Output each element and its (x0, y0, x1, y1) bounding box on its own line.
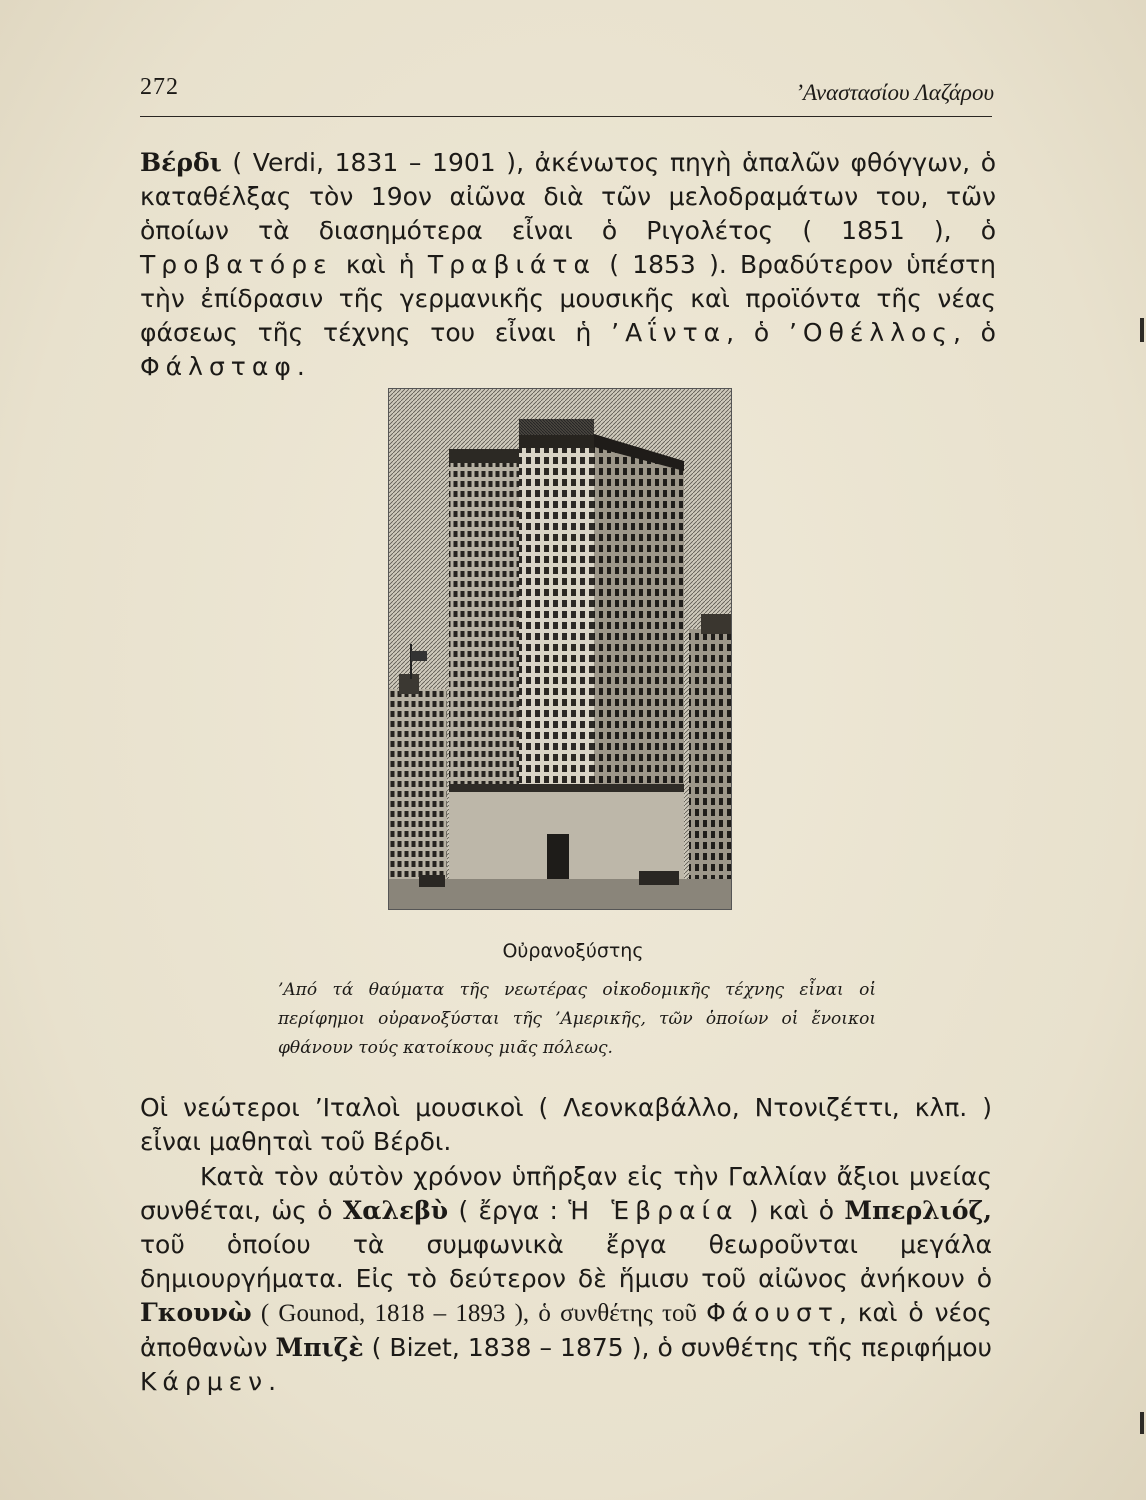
text-segment: ( Gounod, 1818 – 1893 ), ὁ συνθέτης τοῦ (251, 1300, 707, 1327)
paragraph-italians: Οἱ νεώτεροι ’Ιταλοὶ μουσικοὶ ( Λεονκαβάλλο, Ντονιζέττι, κλπ. ) εἶναι μαθηταὶ τοῦ Βέρδι. (140, 1093, 992, 1156)
opera-falstaff: Φάλσταφ (140, 352, 297, 381)
paragraph-verdi (140, 146, 996, 384)
right-building-top (701, 614, 731, 634)
text-segment: ( 1853 ). Βραδύτερον ὑπέστη τὴν ἐπίδρασιν τῆς γερμανικῆς μουσικῆς καὶ προϊόντα τῆς νέας φάσεως τῆς τέχνης του εἶναι ἡ (140, 250, 996, 347)
figure-title: Οὐρανοξύστης (502, 940, 644, 962)
running-head: ’Αναστασίου Λαζάρου (795, 80, 994, 105)
text-segment: Κατὰ τὸν αὐτὸν χρόνον ὑπῆρξαν εἰς τὴν Γαλλίαν ἄξιοι μνείας συνθέται, ὡς ὁ (140, 1162, 992, 1225)
text-segment: , ὁ (952, 318, 996, 347)
tower-left-cornice (449, 449, 519, 463)
scan-edge-mark (1140, 318, 1144, 342)
opera-faust: Φάουστ (706, 1298, 839, 1327)
opera-trovatore: Τροβατόρε (140, 250, 333, 279)
page-number: 272 (140, 74, 179, 100)
figure-caption: ’Από τά θαύματα τῆς νεωτέρας οἰκοδομικῆς τέχνης εἶναι οἱ περίφημοι οὐρανοξύσται τῆς ’Αμερικῆς, τῶν ὁποίων οἱ ἔνοικοι φθάνουν τούς κατοίκους μιᾶς πόλεως. (278, 980, 876, 1058)
name-verdi: Βέρδι (140, 148, 222, 177)
right-building (689, 629, 731, 909)
text-segment: ( Bizet, 1838 – 1875 ), ὁ συνθέτης τῆς περιφήμου (363, 1333, 992, 1362)
opera-othello: ’Οθέλλος (788, 318, 953, 347)
text-segment: τοῦ ὁποίου τὰ συμφωνικὰ ἔργα θεωροῦνται μεγάλα δημιουργήματα. Εἰς τὸ δεύτερον δὲ ἥμισυ τοῦ αἰῶνος ἀνήκουν ὁ (140, 1230, 992, 1293)
name-bizet: Μπιζὲ (275, 1333, 364, 1362)
tower-entrance (547, 834, 569, 879)
opera-traviata: Τραβιάτα (427, 250, 596, 279)
text-segment: ( ἔργα : (448, 1196, 569, 1225)
text-segment: , ὁ (726, 318, 789, 347)
header-rule (140, 116, 992, 117)
main-tower (449, 419, 684, 879)
text-segment: . (296, 352, 305, 381)
opera-carmen: Κάρμεν (140, 1367, 269, 1396)
skyscraper-illustration (388, 388, 732, 910)
tower-front-cornice (519, 434, 594, 448)
text-segment: . (268, 1367, 277, 1396)
opera-la-juive: Ἡ Ἑβραία (568, 1196, 739, 1225)
tower-crown (519, 419, 594, 435)
tower-belt (449, 784, 684, 792)
name-halevy: Χαλεβὺ (342, 1196, 449, 1225)
flag (411, 651, 427, 661)
left-building-top (399, 674, 419, 694)
name-berlioz: Μπερλιόζ, (844, 1196, 992, 1225)
text-segment: , καὶ ὁ νέος ἀποθανὼν (140, 1298, 993, 1362)
opera-aida: ’Αΐντα (611, 318, 727, 347)
scan-edge-mark (1140, 1412, 1144, 1434)
text-segment: καὶ ἡ (332, 250, 428, 279)
paragraph-french-composers (140, 1160, 992, 1399)
street-car (639, 871, 679, 885)
text-segment: ) καὶ ὁ (738, 1196, 845, 1225)
text-segment: ( Verdi, 1831 – 1901 ), ἀκένωτος πηγὴ ἁπαλῶν φθόγγων, ὁ καταθέλξας τὸν 19ον αἰῶνα διὰ τῶν μελοδραμάτων του, τῶν ὁποίων τὰ διασημότερα εἶναι ὁ Ριγολέτος ( 1851 ), ὁ (140, 148, 996, 245)
name-gounod: Γκουνὼ (140, 1298, 252, 1327)
street-cart (419, 875, 445, 887)
